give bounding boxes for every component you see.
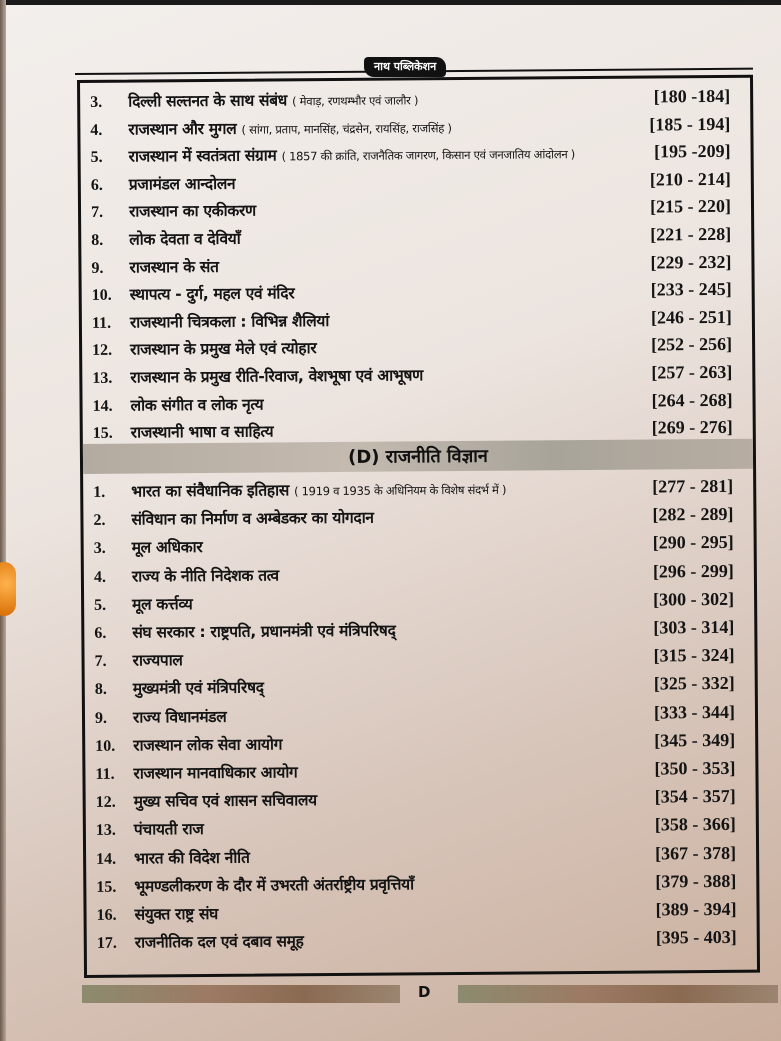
footer-bar-left xyxy=(82,985,400,1003)
entry-title: मुख्यमंत्री एवं मंत्रिपरिषद् xyxy=(132,678,264,698)
entry-pages: [290 - 295] xyxy=(652,532,734,553)
toc-entry xyxy=(90,107,730,139)
entry-pages: [180 -184] xyxy=(653,85,731,107)
entry-title: प्रजामंडल आन्दोलन xyxy=(128,174,236,194)
entry-title: भारत की विदेश नीति xyxy=(134,848,250,868)
entry-pages: [264 - 268] xyxy=(651,389,733,411)
entry-title: राजस्थान के संत xyxy=(129,257,219,277)
toc-entry xyxy=(96,836,736,868)
toc-entry xyxy=(95,724,735,756)
entry-number: 1. xyxy=(93,483,106,501)
entry-subtitle: ( सांगा, प्रताप, मानसिंह, चंद्रसेन, रायसिंह, राजसिंह ) xyxy=(241,120,452,137)
entry-pages: [300 - 302] xyxy=(653,588,735,610)
toc-entry xyxy=(96,865,736,897)
entry-pages: [246 - 251] xyxy=(650,306,732,328)
entry-number: 8. xyxy=(94,681,107,699)
entry-number: 13. xyxy=(92,369,113,387)
toc-entry xyxy=(95,667,735,699)
toc-entry xyxy=(95,695,735,727)
entry-number: 6. xyxy=(94,624,107,642)
entry-subtitle: ( 1919 व 1935 के अधिनियम के विशेष संदर्भ में ) xyxy=(294,482,507,499)
toc-frame xyxy=(77,75,760,978)
entry-pages: [358 - 366] xyxy=(654,814,736,835)
entry-pages: [345 - 349] xyxy=(654,729,736,751)
entry-number: 3. xyxy=(93,540,106,558)
entry-title: राजनीतिक दल एवं दबाव समूह xyxy=(134,932,304,952)
entry-pages: [269 - 276] xyxy=(651,417,733,438)
entry-number: 5. xyxy=(94,596,107,614)
entry-number: 13. xyxy=(95,822,116,840)
entry-title: संयुक्त राष्ट्र संघ xyxy=(134,904,219,924)
entry-pages: [333 - 344] xyxy=(653,701,736,723)
entry-number: 3. xyxy=(90,93,103,111)
toc-entry xyxy=(93,470,733,502)
entry-pages: [233 - 245] xyxy=(650,279,732,300)
page-top-shadow xyxy=(0,0,781,5)
toc-entry xyxy=(94,583,734,615)
toc-entry xyxy=(92,273,732,305)
entry-number: 12. xyxy=(95,793,116,812)
entry-pages: [379 - 388] xyxy=(655,870,737,892)
entry-pages: [389 - 394] xyxy=(655,898,737,920)
toc-entry xyxy=(95,752,735,784)
entry-pages: [395 - 403] xyxy=(655,927,737,948)
toc-entry xyxy=(97,921,737,953)
entry-number: 17. xyxy=(96,934,117,953)
toc-entry xyxy=(91,245,731,277)
entry-pages: [282 - 289] xyxy=(652,504,734,525)
entry-number: 11. xyxy=(95,765,115,783)
entry-pages: [210 - 214] xyxy=(649,168,731,190)
entry-title: मूल कर्त्तव्य xyxy=(132,594,193,614)
entry-number: 9. xyxy=(91,259,104,277)
entry-number: 9. xyxy=(94,709,108,727)
entry-pages: [325 - 332] xyxy=(653,673,735,694)
entry-title: राजस्थान के प्रमुख रीति-रिवाज, वेशभूषा एवं आभूषण xyxy=(130,366,424,387)
toc-entry xyxy=(94,611,734,643)
entry-pages: [252 - 256] xyxy=(651,334,733,355)
toc-entry xyxy=(91,218,731,250)
entry-pages: [315 - 324] xyxy=(653,645,735,666)
entry-title: राजस्थान में स्वतंत्रता संग्राम ( 1857 की क्रांति, राजनैतिक जागरण, किसान एवं जनजातिय आंदोलन ) xyxy=(128,146,575,166)
entry-title: स्थापत्य - दुर्ग, महल एवं मंदिर xyxy=(129,284,295,304)
toc-entry xyxy=(96,780,736,812)
entry-title: संविधान का निर्माण व अम्बेडकर का योगदान xyxy=(131,508,374,529)
entry-number: 16. xyxy=(96,906,117,924)
toc-entry xyxy=(92,383,732,415)
entry-title: भूमण्डलीकरण के दौर में उभरती अंतर्राष्ट्रीय प्रवृत्तियाँ xyxy=(134,875,414,896)
entry-number: 4. xyxy=(93,568,106,586)
entry-pages: [195 -209] xyxy=(654,141,731,162)
publisher-badge: नाथ पब्लिकेशन xyxy=(364,57,446,77)
entry-number: 14. xyxy=(96,850,117,868)
entry-title: भारत का संवैधानिक इतिहास ( 1919 व 1935 के अधिनियम के विशेष संदर्भ में ) xyxy=(131,481,507,501)
entry-title: राजस्थान मानवाधिकार आयोग xyxy=(133,763,298,783)
entry-number: 11. xyxy=(91,314,112,332)
entry-number: 4. xyxy=(90,121,103,139)
toc-entry xyxy=(92,356,732,388)
entry-number: 5. xyxy=(90,148,103,167)
entry-pages: [257 - 263] xyxy=(651,361,733,383)
entry-subtitle: ( 1857 की क्रांति, राजनैतिक जागरण, किसान एवं जनजातिय आंदोलन ) xyxy=(281,147,575,164)
entry-title: राजस्थान लोक सेवा आयोग xyxy=(133,735,283,755)
toc-entry xyxy=(94,554,734,586)
entry-pages: [215 - 220] xyxy=(649,196,732,217)
toc-entry xyxy=(90,135,730,167)
entry-number: 8. xyxy=(91,231,104,249)
toc-entry xyxy=(94,639,734,671)
section-c-list xyxy=(80,78,750,443)
orange-object xyxy=(0,562,16,616)
entry-pages: [303 - 314] xyxy=(653,616,735,638)
entry-title: मुख्य सचिव एवं शासन सचिवालय xyxy=(133,791,317,811)
page-left-edge xyxy=(0,0,6,1041)
entry-pages: [367 - 378] xyxy=(655,842,737,864)
toc-entry xyxy=(91,163,731,195)
entry-title: राज्य के नीति निदेशक तत्व xyxy=(131,566,279,586)
entry-pages: [221 - 228] xyxy=(650,223,732,245)
entry-number: 15. xyxy=(92,424,113,443)
entry-number: 12. xyxy=(92,342,113,360)
toc-entry xyxy=(92,301,732,333)
entry-title: मूल अधिकार xyxy=(131,538,203,557)
entry-title: राजस्थान का एकीकरण xyxy=(128,201,256,221)
toc-entry xyxy=(94,526,734,558)
entry-pages: [277 - 281] xyxy=(652,475,734,497)
entry-pages: [350 - 353] xyxy=(654,757,736,779)
toc-entry xyxy=(92,328,732,360)
entry-title: राज्य विधानमंडल xyxy=(132,707,227,727)
entry-number: 15. xyxy=(96,878,117,896)
toc-entry xyxy=(93,411,733,443)
entry-title: राजस्थान के प्रमुख मेले एवं त्योहार xyxy=(130,339,317,359)
entry-number: 7. xyxy=(90,204,104,222)
entry-number: 2. xyxy=(93,511,106,530)
entry-title: राज्यपाल xyxy=(132,651,183,670)
entry-pages: [354 - 357] xyxy=(654,786,736,807)
footer-bar-right xyxy=(458,985,778,1003)
entry-title: पंचायती राज xyxy=(133,820,204,839)
entry-subtitle: ( मेवाड़, रणथम्भौर एवं जालौर ) xyxy=(292,93,419,109)
toc-entry xyxy=(93,498,733,530)
entry-title: दिल्ली सल्तनत के साथ संबंध ( मेवाड़, रणथम्भौर एवं जालौर ) xyxy=(128,91,419,111)
entry-number: 10. xyxy=(95,737,116,755)
entry-number: 6. xyxy=(90,176,103,194)
entry-title: संघ सरकार : राष्ट्रपति, प्रधानमंत्री एवं मंत्रिपरिषद् xyxy=(132,621,396,642)
entry-title: राजस्थानी चित्रकला : विभिन्न शैलियां xyxy=(129,311,330,332)
entry-title: लोक संगीत व लोक नृत्य xyxy=(130,395,264,415)
toc-entry xyxy=(91,190,731,222)
toc-entry xyxy=(90,80,730,112)
toc-entry xyxy=(96,893,736,925)
entry-title: राजस्थान और मुगल ( सांगा, प्रताप, मानसिंह, चंद्रसेन, रायसिंह, राजसिंह ) xyxy=(128,119,452,139)
entry-pages: [185 - 194] xyxy=(649,113,731,135)
page-letter: D xyxy=(418,983,431,1001)
section-d-heading: (D) राजनीति विज्ञान xyxy=(83,439,753,474)
entry-title: लोक देवता व देवियाँ xyxy=(129,229,241,249)
entry-pages: [296 - 299] xyxy=(652,560,734,582)
entry-title: राजस्थानी भाषा व साहित्य xyxy=(130,422,274,442)
entry-number: 7. xyxy=(94,652,107,671)
entry-number: 14. xyxy=(92,397,113,415)
toc-entry xyxy=(96,808,736,840)
entry-number: 10. xyxy=(91,286,112,305)
entry-pages: [229 - 232] xyxy=(650,251,732,273)
